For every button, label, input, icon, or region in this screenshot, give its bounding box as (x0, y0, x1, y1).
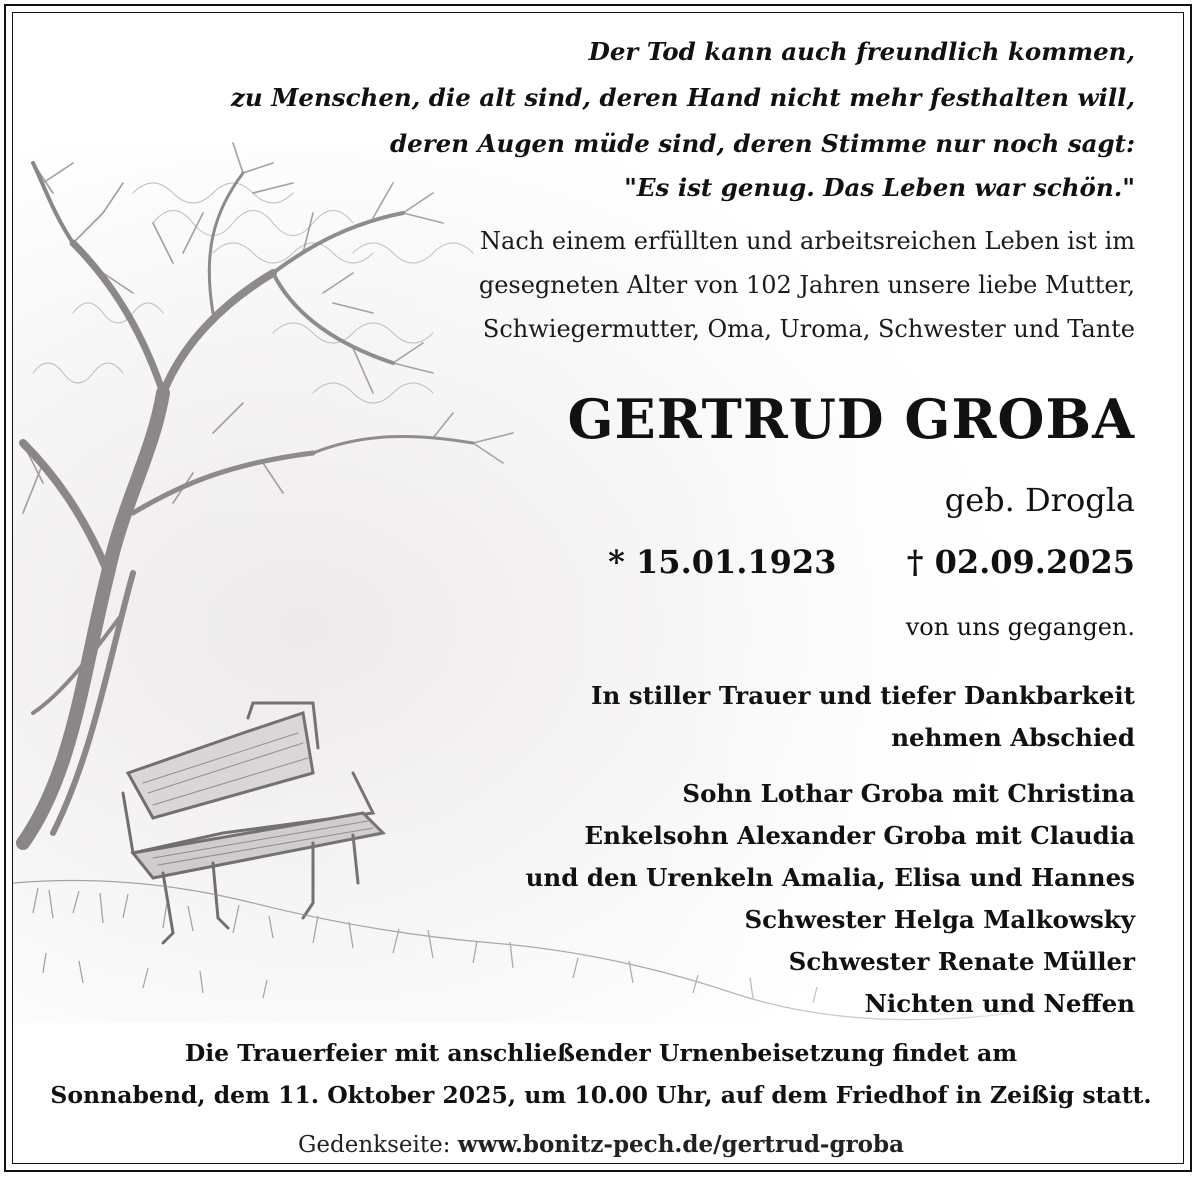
poem-line-1: Der Tod kann auch freundlich kommen, (588, 37, 1135, 66)
mourner-2: Enkelsohn Alexander Groba mit Claudia (584, 821, 1135, 850)
birth-date: 15.01.1923 (636, 543, 837, 581)
poem-line-2: zu Menschen, die alt sind, deren Hand nicht mehr festhalten will, (231, 83, 1135, 112)
death-date: 02.09.2025 (934, 543, 1135, 581)
obituary-frame (4, 4, 1192, 1172)
death-symbol: † (906, 543, 924, 581)
birth-symbol: * (608, 543, 625, 581)
obituary-inner-border (12, 12, 1184, 1164)
intro-line-3: Schwiegermutter, Oma, Uroma, Schwester und Tante (482, 315, 1135, 343)
memorial-url[interactable]: www.bonitz-pech.de/gertrud-groba (457, 1131, 904, 1158)
maiden-name: geb. Drogla (944, 481, 1135, 519)
poem-line-3: deren Augen müde sind, deren Stimme nur noch sagt: (389, 129, 1135, 158)
mourner-5: Schwester Renate Müller (788, 947, 1135, 976)
mourner-1: Sohn Lothar Groba mit Christina (682, 779, 1135, 808)
poem-line-4: "Es ist genug. Das Leben war schön." (624, 173, 1135, 202)
mourner-4: Schwester Helga Malkowsky (744, 905, 1135, 934)
deceased-name: GERTRUD GROBA (567, 387, 1135, 451)
passed-away-line: von uns gegangen. (905, 613, 1135, 641)
funeral-line-2: Sonnabend, dem 11. Oktober 2025, um 10.00 Uhr, auf dem Friedhof in Zeißig statt. (50, 1081, 1152, 1109)
life-dates (608, 543, 1135, 581)
memorial-label: Gedenkseite: (298, 1132, 451, 1158)
mourner-3: und den Urenkeln Amalia, Elisa und Hannes (525, 863, 1135, 892)
mourning-line-1: In stiller Trauer und tiefer Dankbarkeit (590, 681, 1135, 710)
intro-line-1: Nach einem erfüllten und arbeitsreichen Leben ist im (480, 227, 1135, 255)
mourner-6: Nichten und Neffen (864, 989, 1135, 1018)
funeral-line-1: Die Trauerfeier mit anschließender Urnenbeisetzung findet am (184, 1039, 1018, 1067)
intro-line-2: gesegneten Alter von 102 Jahren unsere liebe Mutter, (478, 271, 1135, 299)
mourning-line-2: nehmen Abschied (891, 723, 1135, 752)
memorial-page (13, 1131, 1184, 1158)
